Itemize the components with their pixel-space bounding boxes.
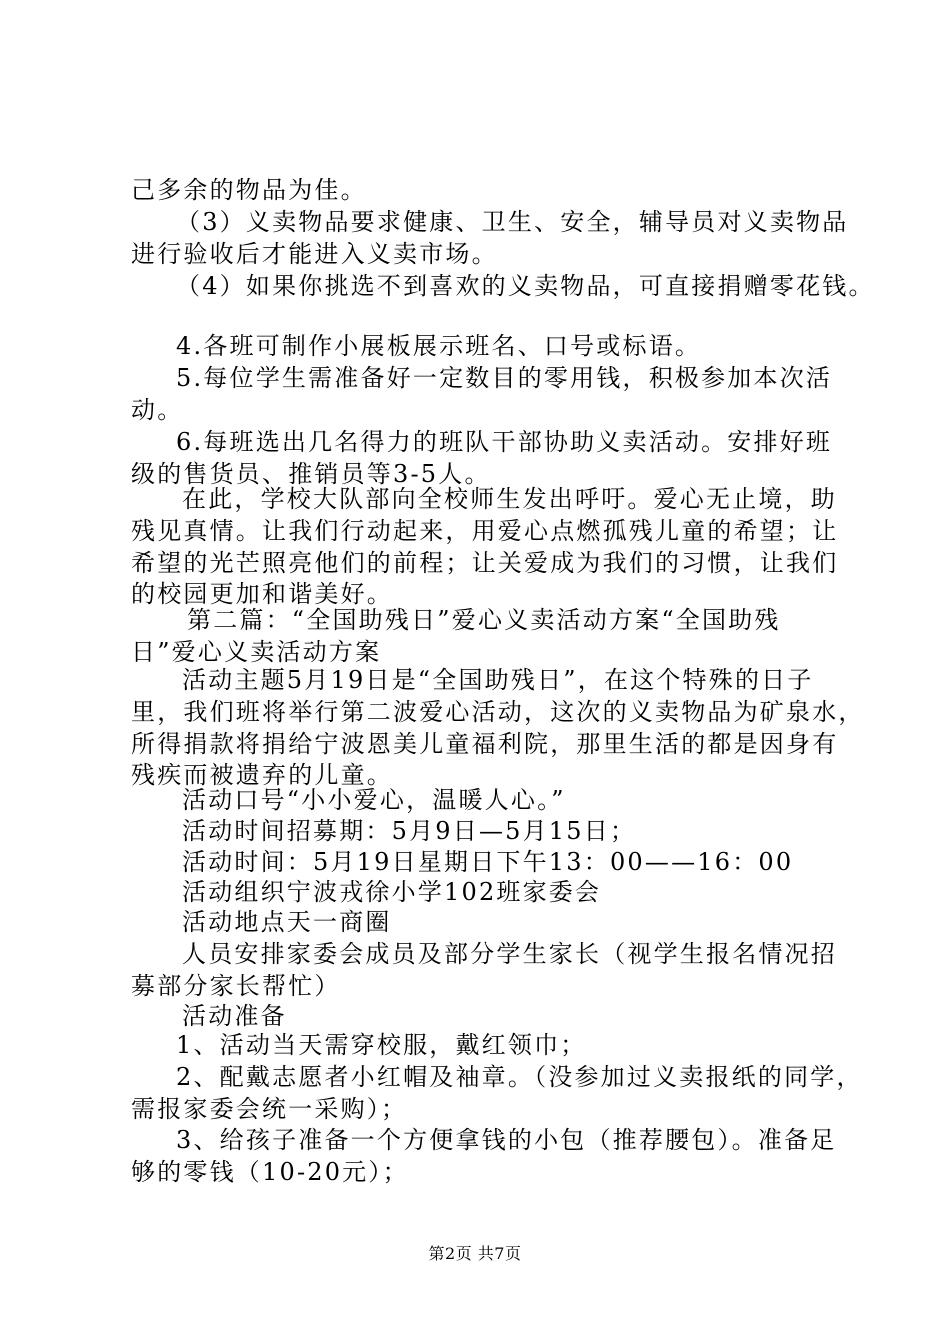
paragraph-line: 动。 [131,396,184,424]
paragraph-line: 在此，学校大队部向全校师生发出呼吁。爱心无止境，助 [182,485,837,513]
paragraph-line: 需报家委会统一采购）； [131,1095,408,1123]
paragraph-line: 活动组织宁波戎徐小学102班家委会 [182,878,602,906]
paragraph-line: 的校园更加和谐美好。 [131,580,393,608]
paragraph-line: 所得捐款将捐给宁波恩美儿童福利院，那里生活的都是因身有 [131,730,839,758]
paragraph-line: 6.每班选出几名得力的班队干部协助义卖活动。安排好班 [176,428,833,456]
paragraph-line: 活动口号“小小爱心，温暖人心。” [182,786,566,814]
paragraph-line: 里，我们班将举行第二波爱心活动，这次的义卖物品为矿泉水， [131,698,865,726]
paragraph-line: 4.各班可制作小展板展示班名、口号或标语。 [176,332,702,360]
paragraph-line: 希望的光芒照亮他们的前程；让关爱成为我们的习惯，让我们 [131,549,839,577]
paragraph-line: 募部分家长帮忙） [131,972,341,1000]
paragraph-line: 1、活动当天需穿校服，戴红领巾； [176,1031,587,1059]
paragraph-line: 人员安排家委会成员及部分学生家长（视学生报名情况招 [182,940,837,968]
section-heading-line: 第二篇：“全国助残日”爱心义卖活动方案“全国助残 [187,606,781,634]
paragraph-line: 活动时间：5月19日星期日下午13：00——16：00 [182,848,794,876]
paragraph-line: 进行验收后才能进入义卖市场。 [131,240,498,268]
paragraph-line: 活动时间招募期：5月9日—5月15日； [182,817,637,845]
paragraph-line: 活动主题5月19日是“全国助残日”，在这个特殊的日子 [182,666,814,694]
paragraph-line: 2、配戴志愿者小红帽及袖章。（没参加过义卖报纸的同学， [176,1063,863,1091]
paragraph-line: 己多余的物品为佳。 [131,176,367,204]
paragraph-line: 活动准备 [182,1002,287,1030]
paragraph-line: （4）如果你挑选不到喜欢的义卖物品，可直接捐赠零花钱。 [176,272,875,300]
paragraph-line: 活动地点天一商圈 [182,908,392,936]
paragraph-line: 3、给孩子准备一个方便拿钱的小包（推荐腰包）。准备足 [176,1126,837,1154]
paragraph-line: 残疾而被遗弃的儿童。 [131,761,393,789]
paragraph-line: 5.每位学生需准备好一定数目的零用钱，积极参加本次活 [176,364,833,392]
page-number-footer: 第2页 共7页 [428,1244,522,1263]
paragraph-line: （3）义卖物品要求健康、卫生、安全，辅导员对义卖物品 [176,208,849,236]
section-heading-line: 日”爱心义卖活动方案 [131,638,382,666]
paragraph-line: 级的售货员、推销员等3-5人。 [131,460,491,488]
paragraph-line: 够的零钱（10-20元）； [131,1158,409,1186]
paragraph-line: 残见真情。让我们行动起来，用爱心点燃孤残儿童的希望；让 [131,517,839,545]
